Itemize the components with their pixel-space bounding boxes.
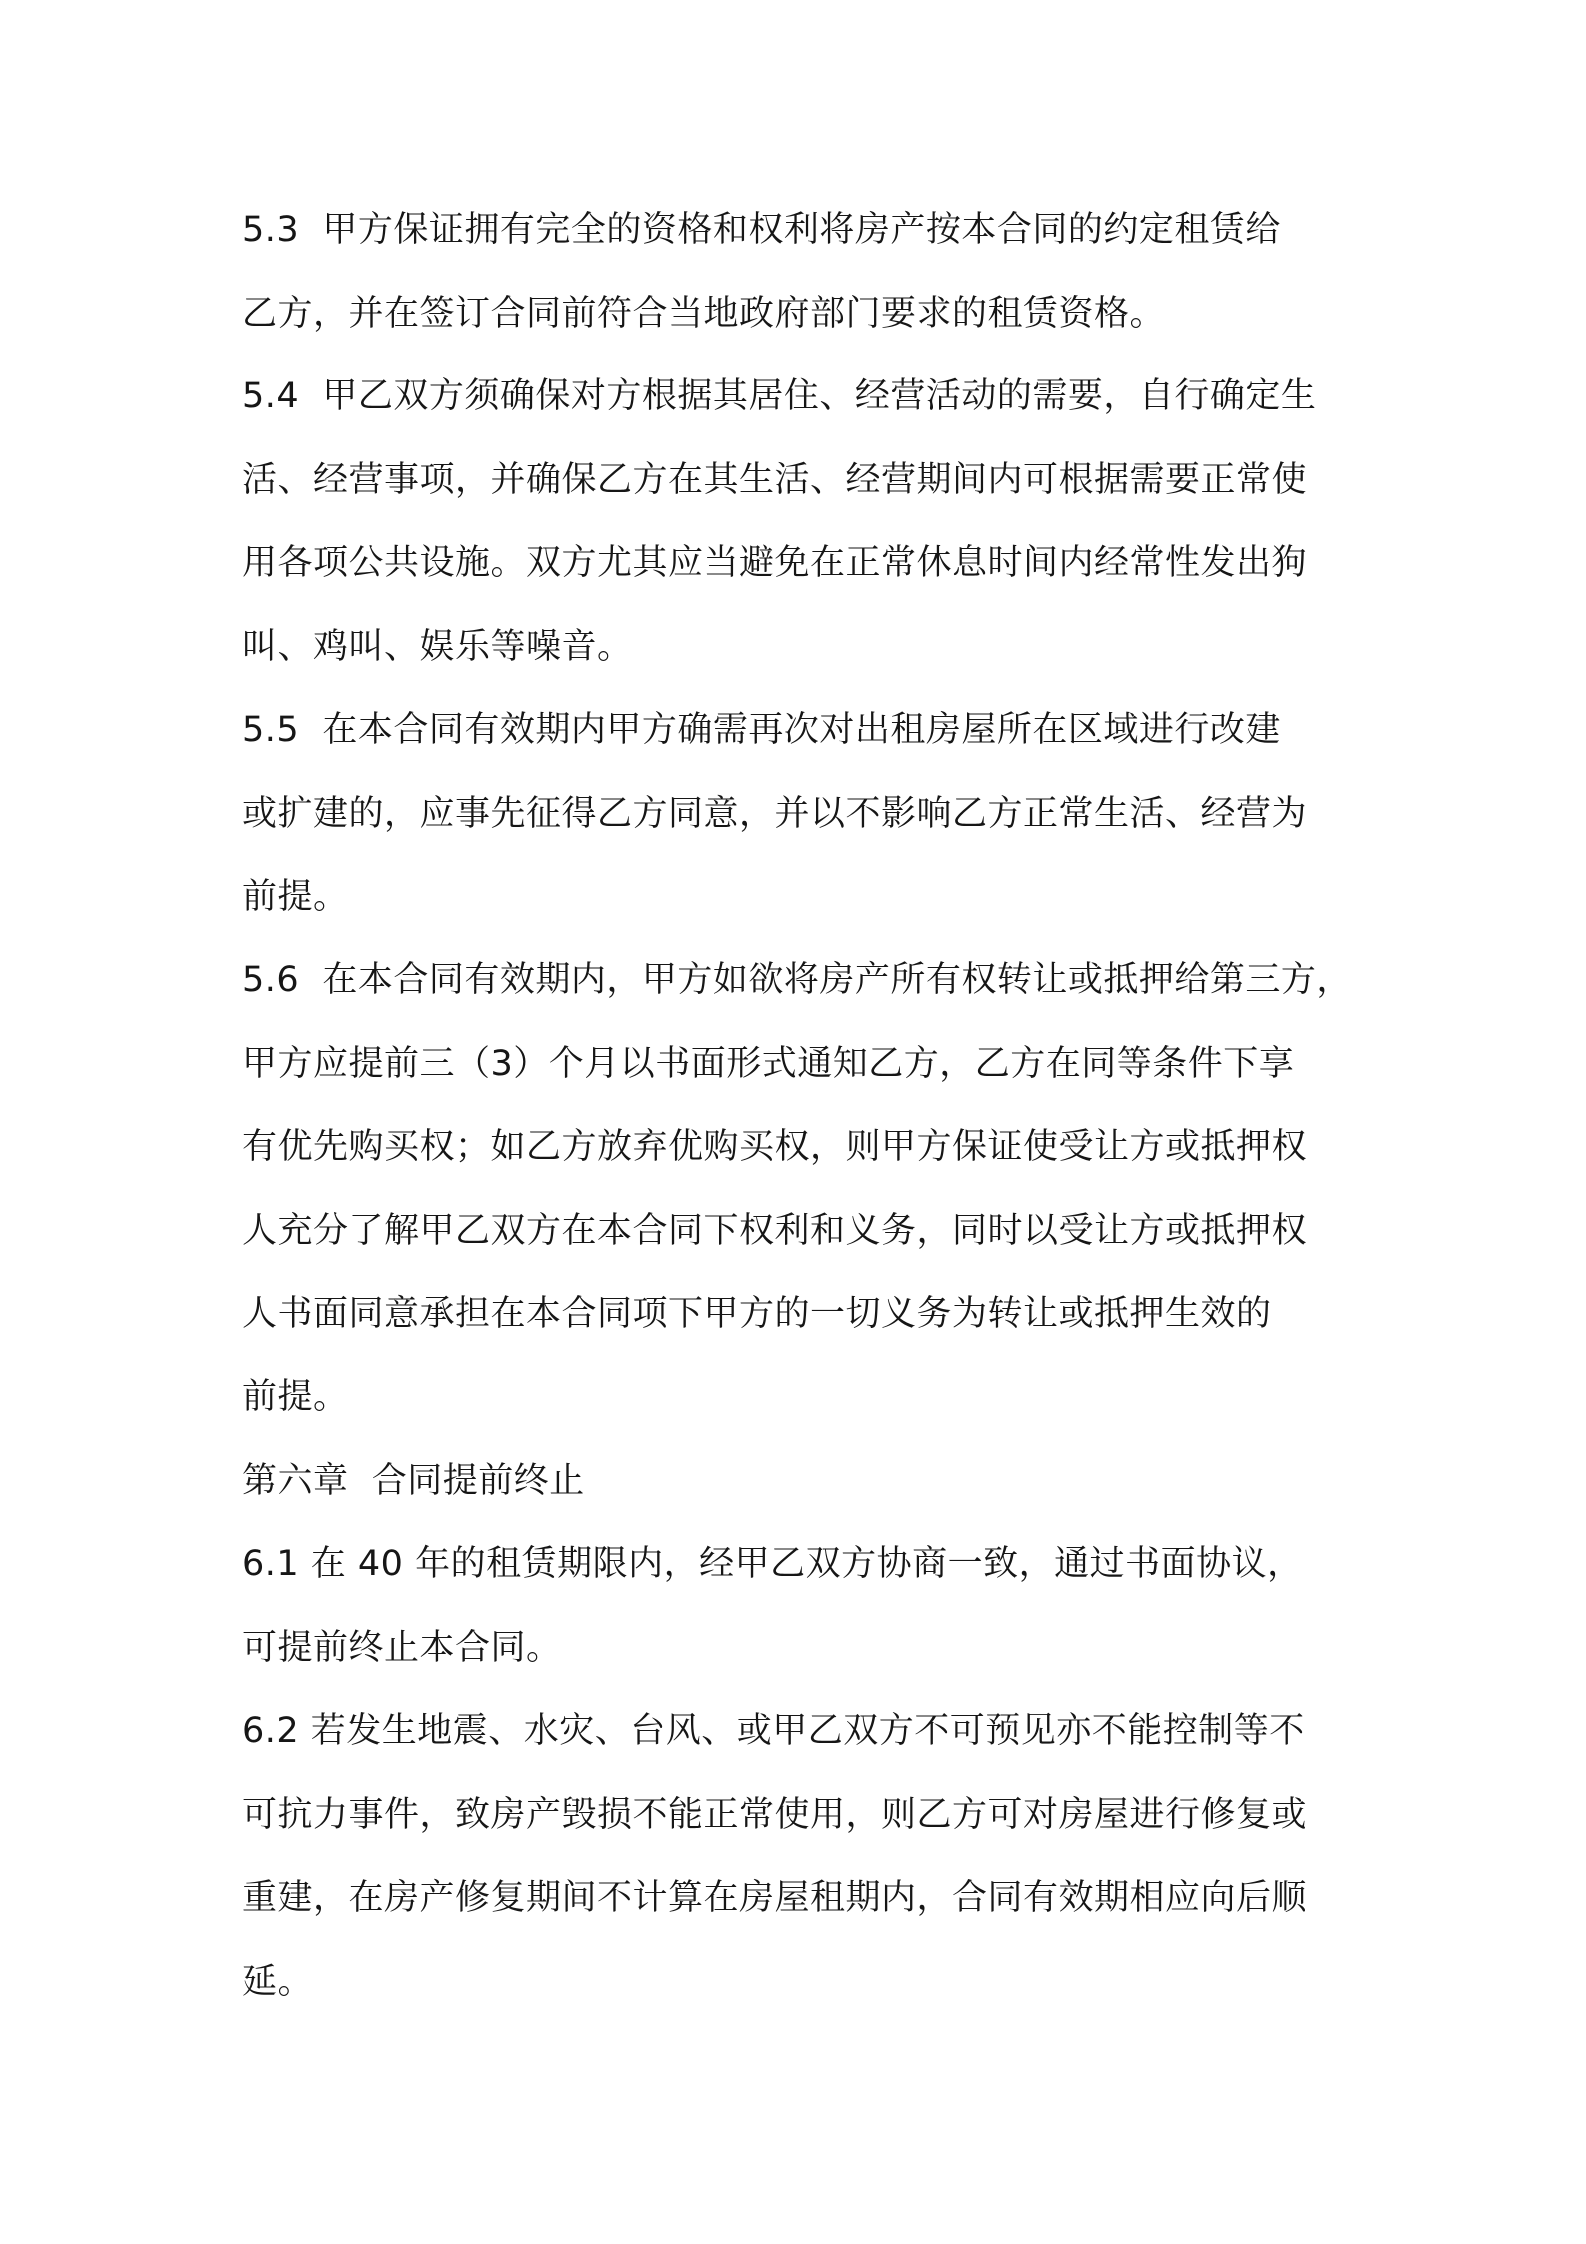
clause-6-2-line-1: 6.2 若发生地震、水灾、台风、或甲乙双方不可预见亦不能控制等不 (242, 1711, 1305, 1751)
clause-5-4-line-4: 叫、鸡叫、娱乐等噪音。 (242, 627, 633, 667)
clause-6-2-line-2: 可抗力事件，致房产毁损不能正常使用，则乙方可对房屋进行修复或 (242, 1795, 1308, 1835)
clause-5-6-line-5: 人书面同意承担在本合同项下甲方的一切义务为转让或抵押生效的 (242, 1294, 1272, 1334)
clause-6-2-line-4: 延。 (242, 1962, 314, 2002)
clause-6-2-line-3: 重建，在房产修复期间不计算在房屋租期内，合同有效期相应向后顺 (242, 1878, 1308, 1918)
chapter-6-heading: 第六章 合同提前终止 (242, 1461, 585, 1501)
clause-5-6-line-2: 甲方应提前三（3）个月以书面形式通知乙方，乙方在同等条件下享 (242, 1044, 1295, 1084)
clause-5-4-line-3: 用各项公共设施。双方尤其应当避免在正常休息时间内经常性发出狗 (242, 543, 1308, 583)
clause-6-1-line-2: 可提前终止本合同。 (242, 1628, 562, 1668)
clause-5-6-line-6: 前提。 (242, 1377, 349, 1417)
clause-5-3-line-2: 乙方，并在签订合同前符合当地政府部门要求的租赁资格。 (242, 294, 1166, 334)
clause-5-6-line-3: 有优先购买权；如乙方放弃优购买权，则甲方保证使受让方或抵押权 (242, 1127, 1308, 1167)
clause-5-6-line-1: 5.6 在本合同有效期内，甲方如欲将房产所有权转让或抵押给第三方， (242, 960, 1352, 1000)
clause-5-5-line-3: 前提。 (242, 877, 349, 917)
clause-6-1-line-1: 6.1 在 40 年的租赁期限内，经甲乙双方协商一致，通过书面协议， (242, 1544, 1303, 1584)
clause-5-5-line-2: 或扩建的，应事先征得乙方同意，并以不影响乙方正常生活、经营为 (242, 794, 1308, 834)
clause-5-3-line-1: 5.3 甲方保证拥有完全的资格和权利将房产按本合同的约定租赁给 (242, 210, 1281, 250)
clause-5-6-line-4: 人充分了解甲乙双方在本合同下权利和义务，同时以受让方或抵押权 (242, 1211, 1308, 1251)
clause-5-5-line-1: 5.5 在本合同有效期内甲方确需再次对出租房屋所在区域进行改建 (242, 710, 1281, 750)
clause-5-4-line-1: 5.4 甲乙双方须确保对方根据其居住、经营活动的需要，自行确定生 (242, 376, 1317, 416)
clause-5-4-line-2: 活、经营事项，并确保乙方在其生活、经营期间内可根据需要正常使 (242, 460, 1308, 500)
